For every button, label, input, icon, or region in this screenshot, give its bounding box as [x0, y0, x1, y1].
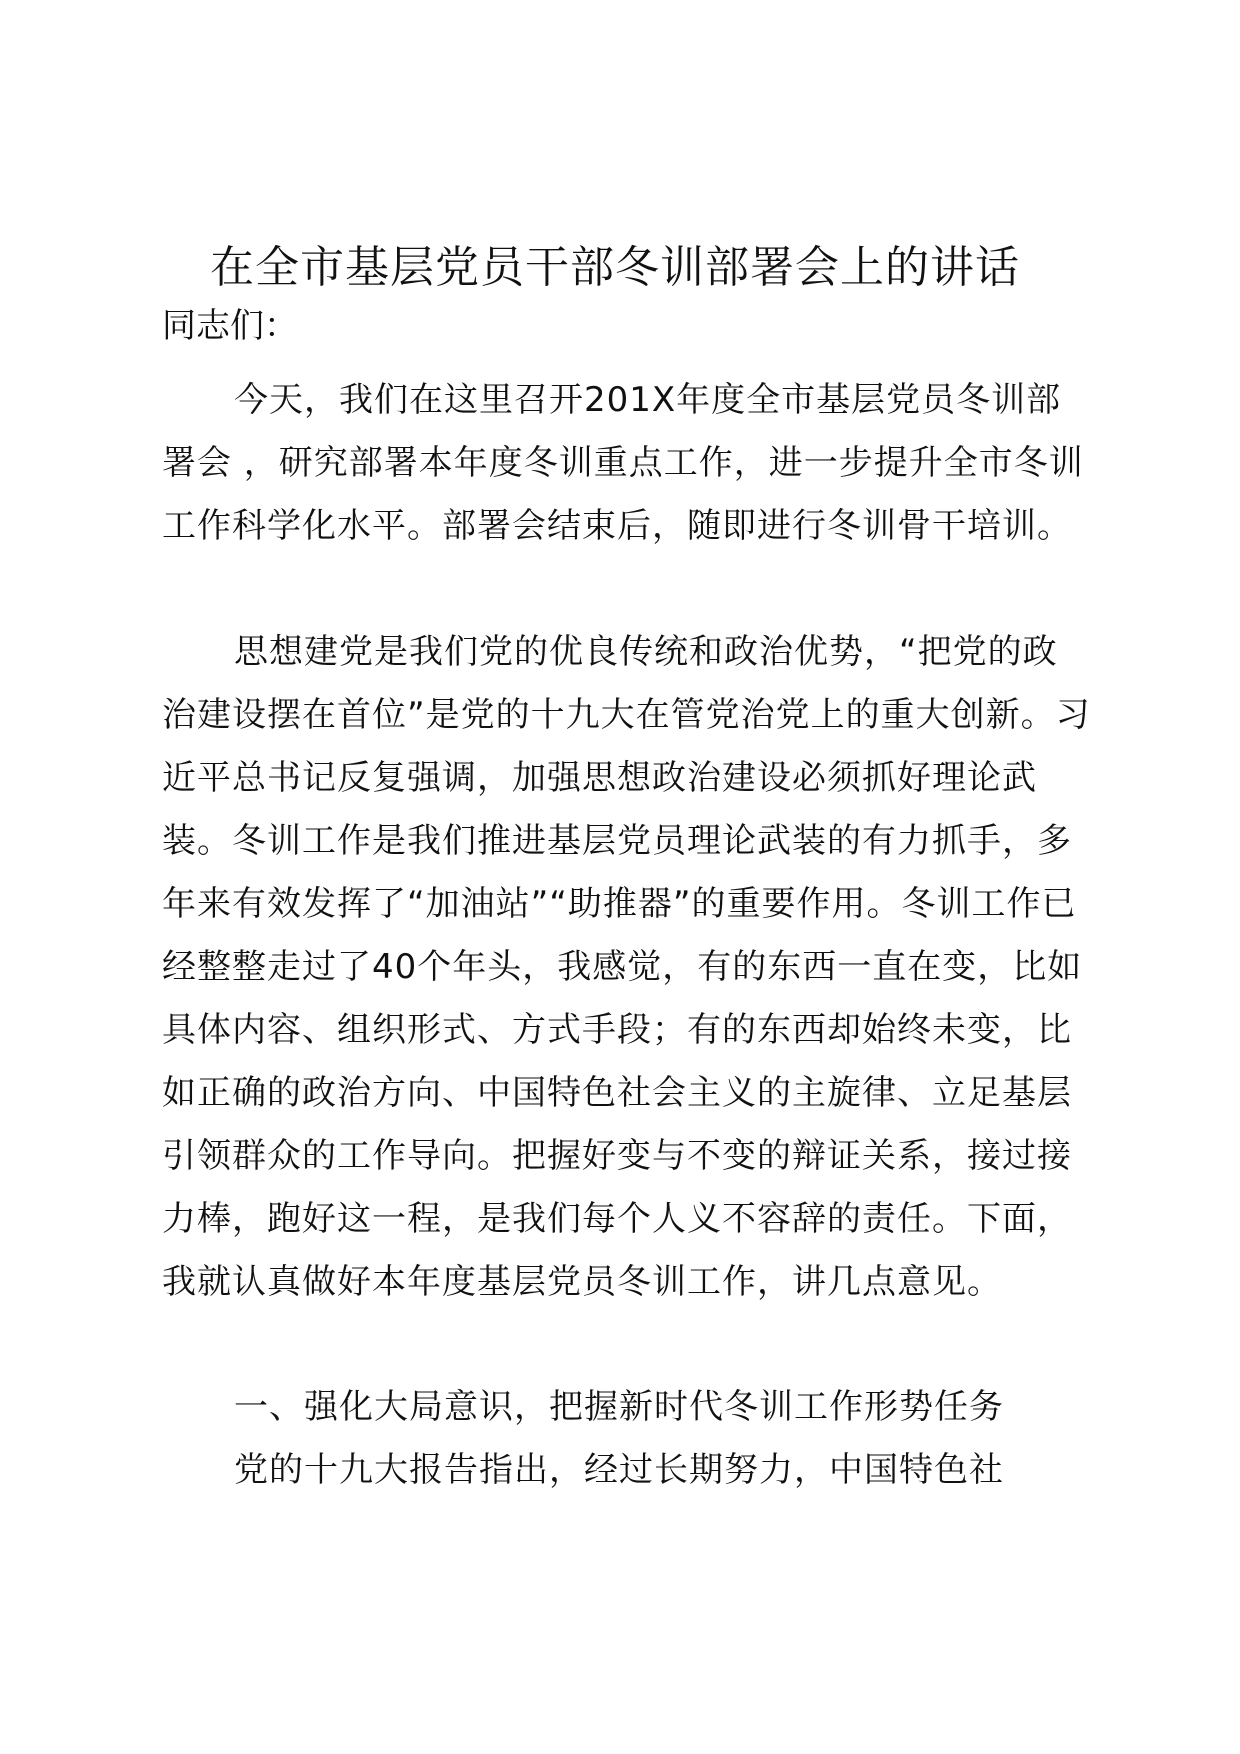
salutation: 同志们： — [162, 306, 298, 346]
paragraph-section-start: 党的十九大报告指出，经过长期努力，中国特色社 — [234, 1450, 1004, 1490]
paragraph-intro: 今天，我们在这里召开201X年度全市基层党员冬训部署会 ，研究部署本年度冬训重点工作，进一步提升全市冬训工作科学化水平。部署会结束后，随即进行冬训骨干培训。 — [162, 380, 1084, 546]
paragraph-background: 思想建党是我们党的优良传统和政治优势，“把党的政治建设摆在首位”是党的十九大在管党治党上的重大创新。习近平总书记反复强调，加强思想政治建设必须抓好理论武装。冬训工作是我们推进基层党员理论武装的有力抓手，多年来有效发挥了“加油站”“助推器”的重要作用。冬训工作已经整整走过了40个年头，我感觉，有的东西一直在变，比如具体内容、组织形式、方式手段；有的东西却始终未变，比如正确的政治方向、中国特色社会主义的主旋律、立足基层引领群众的工作导向。把握好变与不变的辩证关系，接过接力棒，跑好这一程，是我们每个人义不容辞的责任。下面，我就认真做好本年度基层党员冬训工作，讲几点意见。 — [162, 632, 1091, 1302]
document-title: 在全市基层党员干部冬训部署会上的讲话 — [210, 242, 1020, 293]
section-heading: 一、强化大局意识，把握新时代冬训工作形势任务 — [234, 1387, 1004, 1427]
